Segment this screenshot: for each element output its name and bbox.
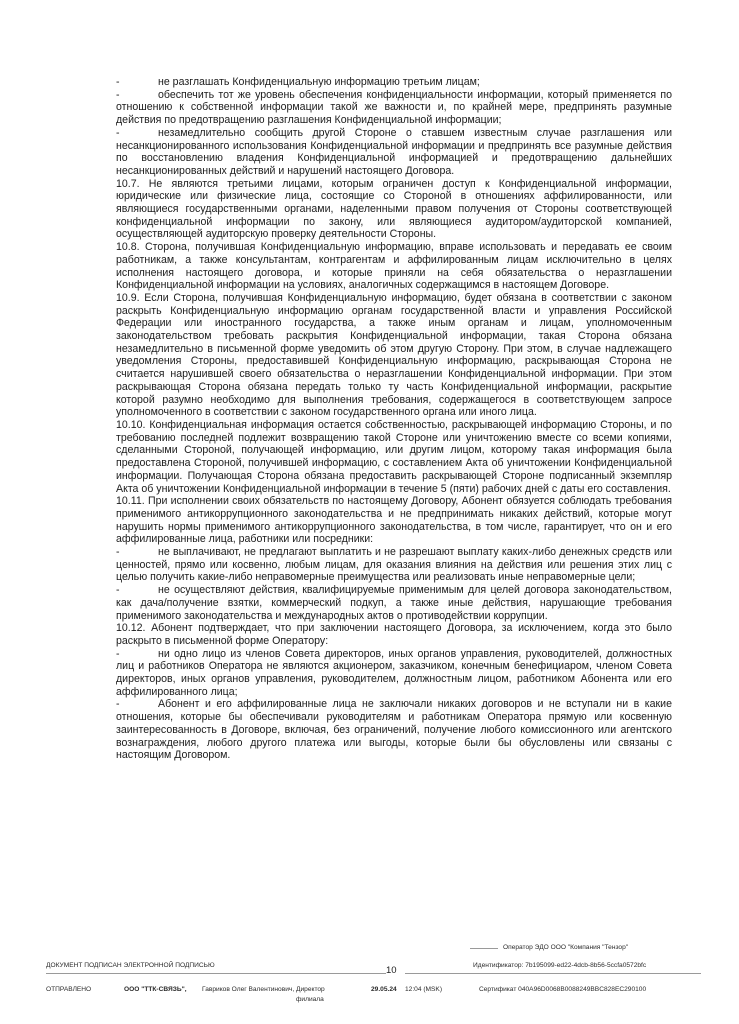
bullet-item xyxy=(116,89,672,127)
footer-rule-short xyxy=(470,948,498,949)
bullet-dash: - xyxy=(116,647,120,660)
signature-identifier: Идентификатор: 7b195099-ed22-4dcb-8b56-5ccfa0572bfc xyxy=(473,962,647,969)
bullet-dash: - xyxy=(116,88,120,101)
bullet-dash: - xyxy=(116,76,120,88)
signer-branch: филиала xyxy=(296,996,324,1003)
bullet-text: не осуществляют действия, квалифицируемые применимым для целей договора законодательством, как дача/получение взятки, коммерческий подкуп, а также иные действия, нарушающие требования применимого законодательства и международных актов о противодействии коррупции. xyxy=(116,584,672,622)
bullet-item xyxy=(116,546,672,584)
edo-operator: Оператор ЭДО ООО "Компания "Тензор" xyxy=(503,944,629,951)
bullet-dash: - xyxy=(116,698,120,711)
sent-date: 29.05.24 xyxy=(371,986,397,993)
sent-time: 12:04 (MSK) xyxy=(405,986,443,993)
bullet-text: не разглашать Конфиденциальную информацию третьим лицам; xyxy=(158,76,480,88)
sender-organization: ООО "ТТК-СВЯЗЬ", xyxy=(124,986,187,993)
clause-paragraph: 10.8. Сторона, получившая Конфиденциальную информацию, вправе использовать и передавать ее своим работникам, а также консультантам, контрагентам и аффилированным лицам исключительно в целях исполнения настоящего договора, и которые приняли на себя обязательства о неразглашении Конфиденциальной информации на условиях, аналогичных содержащимся в настоящем Договоре. xyxy=(116,241,672,292)
clause-paragraph: 10.7. Не являются третьими лицами, которым ограничен доступ к Конфиденциальной информации, юридические или физические лица, состоящие со Стороной в отношениях аффилированности, или являющиеся государственными органами, наделенными правом получения от Стороны соответствующей конфиденциальной информации по закону, или являющиеся аудитором/аудиторской компанией, осуществляющей аудиторскую проверку деятельности Стороны. xyxy=(116,177,672,241)
bullet-item xyxy=(116,127,672,178)
bullet-item xyxy=(116,648,672,699)
certificate-number: Сертификат 040A96D0068B0088249BBC828EC290100 xyxy=(479,986,647,993)
bullet-dash: - xyxy=(116,546,120,559)
bullet-text: ни одно лицо из членов Совета директоров, иных органов управления, руководителей, должностных лиц и работников Оператора не являются акционером, заказчиком, конечным бенефициаром, членом Совета директоров, иных органов управления, руководителем, должностным лицом, работником Абонента или его аффилированного лица; xyxy=(116,647,672,698)
bullet-dash: - xyxy=(116,126,120,139)
clause-paragraph: 10.11. При исполнении своих обязательств по настоящему Договору, Абонент обязуется соблюдать требования применимого антикоррупционного законодательства и не предпринимать никаких действий, которые могут нарушить нормы применимого антикоррупционного законодательства, в том числе, гарантирует, что он и его аффилированные лица, работники или посредники: xyxy=(116,495,672,546)
bullet-dash: - xyxy=(116,584,120,597)
bullet-text: обеспечить тот же уровень обеспечения конфиденциальности информации, который применяется по отношению к собственной информации такой же важности и, по крайней мере, предпринять разумные действия по предотвращению разглашения Конфиденциальной информации; xyxy=(116,88,672,127)
bullet-item xyxy=(116,76,672,89)
signer-name: Гавриков Олег Валентинович, Директор xyxy=(202,986,325,993)
bullet-text: не выплачивают, не предлагают выплатить и не разрешают выплату каких-либо денежных средств или ценностей, прямо или косвенно, любым лицам, для оказания влияния на действия или решения этих лиц с целью получить какие-либо неправомерные преимущества или реализовать иные неправомерные цели; xyxy=(116,546,672,584)
footer-rule-right xyxy=(405,973,701,974)
bullet-item xyxy=(116,698,672,762)
clause-paragraph: 10.12. Абонент подтверждает, что при заключении настоящего Договора, за исключением, когда это было раскрыто в письменной форме Оператору: xyxy=(116,622,672,647)
page-number: 10 xyxy=(386,965,397,976)
bullet-text: незамедлительно сообщить другой Стороне о ставшем известным случае разглашения или несанкционированного использования Конфиденциальной информации и предпринять все разумные действия по восстановлению владения Конфиденциальной информацией и предотвращению дальнейших несанкционированных действий и нарушений настоящего Договора. xyxy=(116,126,672,177)
clause-paragraph: 10.9. Если Сторона, получившая Конфиденциальную информацию, будет обязана в соответствии с законом раскрыть Конфиденциальную информацию органам государственной власти и управления Российской Федерации или иностранного государства, а также иным органам и лицам, уполномоченным законодательством требовать раскрытия Конфиденциальной информации, такая Сторона обязана незамедлительно в письменной форме уведомить об этом другую Сторону. При этом, в случае надлежащего уведомления Стороны, предоставившей Конфиденциальную информацию, раскрывающая Сторона не считается нарушившей своего обязательства о неразглашении Конфиденциальной информации. При этом раскрывающая Сторона обязана передать только ту часть Конфиденциальной информации, раскрытие которой разумно необходимо для выполнения требования, содержащегося в соответствующем запросе уполномоченного в соответствии с законом государственного органа или иного лица. xyxy=(116,291,672,419)
footer-rule-left xyxy=(46,973,386,974)
signed-label: ДОКУМЕНТ ПОДПИСАН ЭЛЕКТРОННОЙ ПОДПИСЬЮ xyxy=(46,962,215,969)
clause-paragraph: 10.10. Конфиденциальная информация остается собственностью, раскрывающей информацию Стороны, и по требованию последней подлежит возвращению такой Стороне или уничтожению вместе со всеми копиями, сделанными Стороной, получающей информацию, или другим лицом, которому такая информация была предоставлена Стороной, получившей информацию, с составлением Акта об уничтожении Конфиденциальной информации. Получающая Сторона обязана предоставить раскрывающей Стороне подписанный экземпляр Акта об уничтожении Конфиденциальной информации в течение 5 (пяти) рабочих дней с даты его составления. xyxy=(116,418,672,495)
bullet-item xyxy=(116,584,672,622)
document-body xyxy=(116,76,672,762)
bullet-text: Абонент и его аффилированные лица не заключали никаких договоров и не вступали ни в какие отношения, которые бы обеспечивали руководителям и работникам Оператора прямую или косвенную заинтересованность в Договоре, включая, без ограничений, получение любого комиссионного или агентского вознаграждения, любого другого платежа или выгоды, которые были бы обусловлены или связаны с настоящим Договором. xyxy=(116,698,672,762)
sent-label: ОТПРАВЛЕНО xyxy=(46,986,92,993)
